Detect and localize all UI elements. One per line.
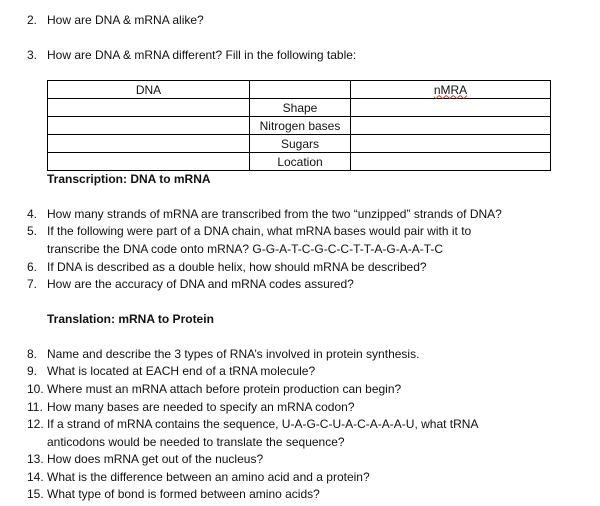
- question-11: [27, 399, 355, 415]
- question-number: 12.: [27, 417, 44, 431]
- question-text: What type of bond is formed between amino acids?: [47, 487, 320, 501]
- question-number: 7.: [27, 277, 38, 291]
- question-text: If the following were part of a DNA chain, what mRNA bases would pair with it to: [47, 224, 472, 238]
- question-number: 8.: [27, 347, 38, 361]
- question-12: [27, 416, 478, 432]
- question-text: How are DNA & mRNA alike?: [47, 13, 204, 27]
- dna-cell[interactable]: [48, 99, 250, 117]
- table-header-row: [48, 81, 551, 99]
- question-number: 6.: [27, 260, 38, 274]
- mrna-cell[interactable]: [351, 135, 551, 153]
- question-number: 9.: [27, 364, 38, 378]
- question-number: 15.: [27, 487, 44, 501]
- question-text: Name and describe the 3 types of RNA’s involved in protein synthesis.: [47, 347, 420, 361]
- header-dna: DNA: [48, 81, 250, 99]
- question-2: [27, 12, 204, 28]
- question-number: 10.: [27, 382, 44, 396]
- question-number: 11.: [27, 400, 43, 414]
- question-number: 14.: [27, 470, 44, 484]
- question-5: [27, 223, 471, 239]
- row-label-location: Location: [250, 153, 351, 171]
- row-label-shape: Shape: [250, 99, 351, 117]
- section-heading-transcription: Transcription: DNA to mRNA: [47, 172, 211, 186]
- question-text: How are the accuracy of DNA and mRNA codes assured?: [47, 277, 354, 291]
- question-text: What is located at EACH end of a tRNA molecule?: [47, 364, 316, 378]
- question-text: How does mRNA get out of the nucleus?: [47, 452, 264, 466]
- question-10: [27, 381, 401, 397]
- question-text: How many strands of mRNA are transcribed from the two “unzipped” strands of DNA?: [47, 207, 502, 221]
- question-4: [27, 206, 502, 222]
- header-mrna-text: nMRA: [433, 82, 468, 97]
- dna-cell[interactable]: [48, 153, 250, 171]
- question-text: If DNA is described as a double helix, how should mRNA be described?: [47, 260, 427, 274]
- question-number: 13.: [27, 452, 44, 466]
- question-text: How many bases are needed to specify an mRNA codon?: [47, 400, 355, 414]
- row-label-nitrogen-bases: Nitrogen bases: [250, 117, 351, 135]
- dna-cell[interactable]: [48, 117, 250, 135]
- question-text: What is the difference between an amino acid and a protein?: [47, 470, 370, 484]
- mrna-cell[interactable]: [351, 117, 551, 135]
- section-heading-translation: Translation: mRNA to Protein: [47, 312, 214, 326]
- question-number: 2.: [27, 13, 38, 27]
- dna-cell[interactable]: [48, 135, 250, 153]
- question-14: [27, 469, 370, 485]
- table-row: [48, 153, 551, 171]
- mrna-cell[interactable]: [351, 153, 551, 171]
- table-row: [48, 99, 551, 117]
- question-9: [27, 363, 315, 379]
- question-text: How are DNA & mRNA different? Fill in the following table:: [47, 48, 357, 62]
- question-7: [27, 276, 354, 292]
- question-12-continuation: anticodons would be needed to translate the sequence?: [47, 435, 345, 449]
- mrna-cell[interactable]: [351, 99, 551, 117]
- question-15: [27, 486, 320, 502]
- row-label-sugars: Sugars: [250, 135, 351, 153]
- header-middle-cell: [250, 81, 351, 99]
- question-text: If a strand of mRNA contains the sequence, U-A-G-C-U-A-C-A-A-A-U, what tRNA: [47, 417, 479, 431]
- dna-mrna-comparison-table: [47, 80, 551, 171]
- question-number: 3.: [27, 48, 38, 62]
- question-number: 4.: [27, 207, 38, 221]
- question-text: Where must an mRNA attach before protein production can begin?: [47, 382, 402, 396]
- table-row: [48, 117, 551, 135]
- question-number: 5.: [27, 224, 38, 238]
- table-row: [48, 135, 551, 153]
- question-8: [27, 346, 419, 362]
- question-3: [27, 47, 356, 63]
- question-5-continuation: transcribe the DNA code onto mRNA? G-G-A-T-C-G-C-C-T-T-A-G-A-A-T-C: [47, 242, 444, 256]
- header-mrna: [351, 81, 551, 99]
- question-6: [27, 259, 427, 275]
- question-13: [27, 451, 263, 467]
